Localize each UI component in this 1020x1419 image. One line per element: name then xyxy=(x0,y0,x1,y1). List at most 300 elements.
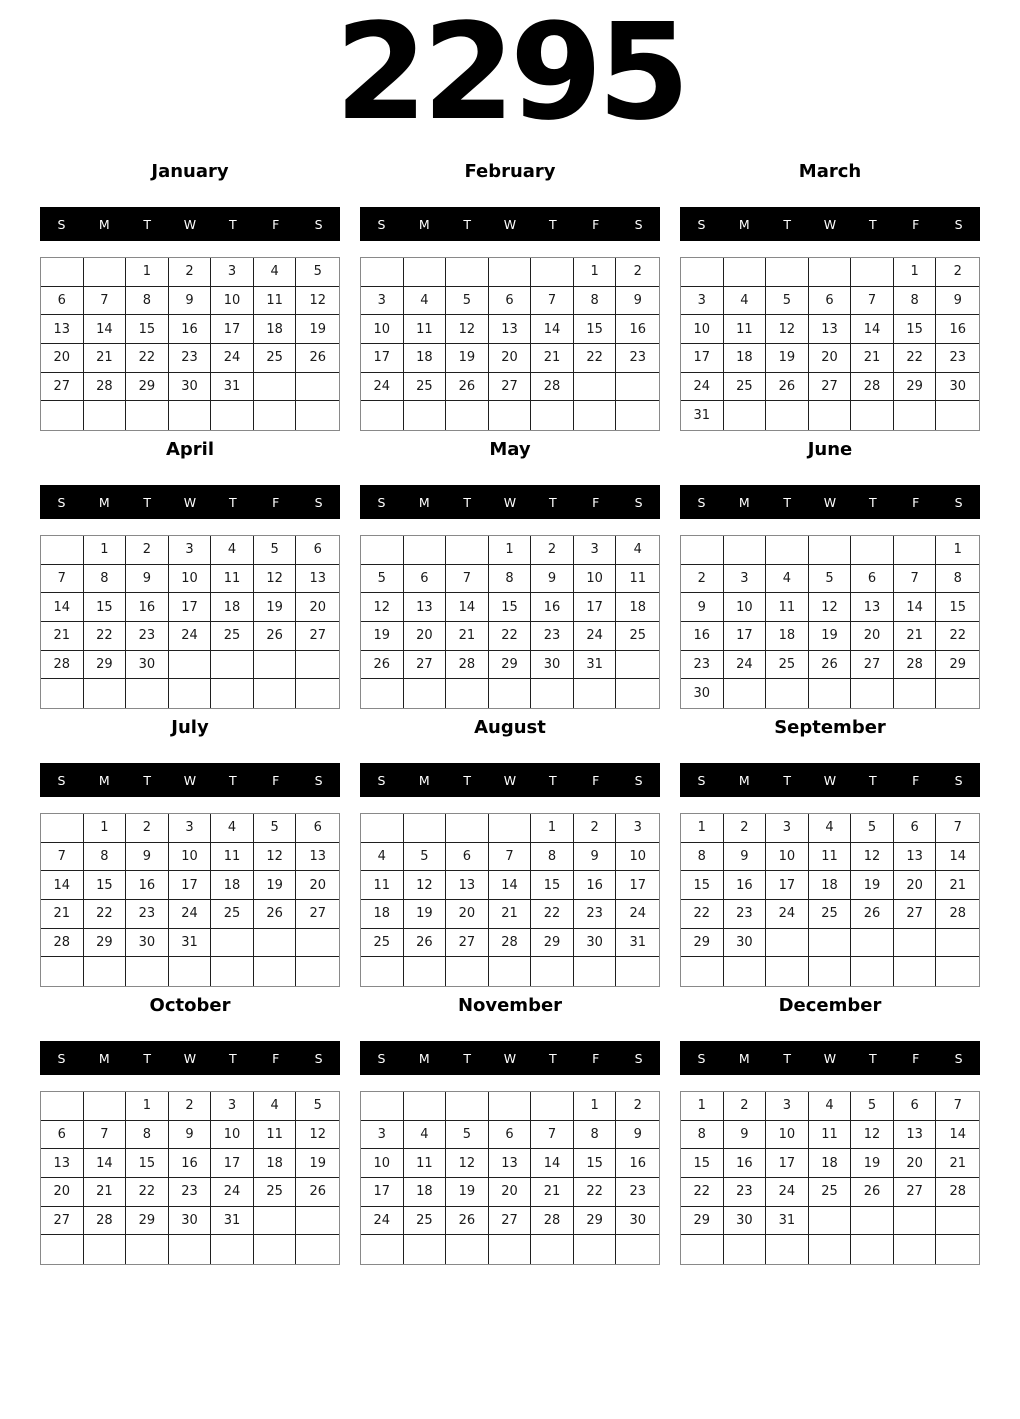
day-cell: 3 xyxy=(361,287,404,316)
weekday-label: M xyxy=(738,494,750,510)
weekday-label: T xyxy=(869,1050,877,1066)
empty-day-cell xyxy=(84,957,127,986)
day-cell: 20 xyxy=(296,871,339,900)
day-cell: 15 xyxy=(489,593,532,622)
weekday-label: F xyxy=(912,1050,920,1066)
weekday-label: W xyxy=(183,1050,197,1066)
weekday-label: T xyxy=(783,1050,791,1066)
day-cell: 11 xyxy=(211,565,254,594)
day-cell: 29 xyxy=(531,929,574,958)
day-cell: 30 xyxy=(169,1207,212,1236)
empty-day-cell xyxy=(296,373,339,402)
day-cell: 6 xyxy=(404,565,447,594)
day-cell: 5 xyxy=(296,1092,339,1121)
weekday-label: S xyxy=(954,772,963,788)
weekday-label: T xyxy=(549,772,557,788)
day-cell: 15 xyxy=(681,871,724,900)
day-cell: 1 xyxy=(681,814,724,843)
empty-day-cell xyxy=(894,1235,937,1264)
year-title: 2295 xyxy=(334,0,686,150)
day-cell: 10 xyxy=(681,315,724,344)
day-cell: 4 xyxy=(211,814,254,843)
weekday-header-row xyxy=(680,763,980,797)
day-cell: 21 xyxy=(936,871,979,900)
day-cell: 27 xyxy=(404,651,447,680)
weekday-label: S xyxy=(377,216,386,232)
empty-day-cell xyxy=(531,401,574,430)
day-cell: 7 xyxy=(84,287,127,316)
empty-day-cell xyxy=(169,957,212,986)
day-cell: 18 xyxy=(616,593,659,622)
day-cell: 22 xyxy=(574,344,617,373)
day-cell: 2 xyxy=(126,814,169,843)
day-cell: 27 xyxy=(894,900,937,929)
day-cell: 31 xyxy=(766,1207,809,1236)
empty-day-cell xyxy=(851,1235,894,1264)
day-cell: 5 xyxy=(851,1092,894,1121)
empty-day-cell xyxy=(211,401,254,430)
month-name: November xyxy=(457,995,563,1016)
day-cell: 4 xyxy=(254,1092,297,1121)
day-cell: 30 xyxy=(681,679,724,708)
empty-day-cell xyxy=(809,536,852,565)
day-cell: 14 xyxy=(41,871,84,900)
day-cell: 27 xyxy=(296,622,339,651)
day-cell: 23 xyxy=(616,1178,659,1207)
day-cell: 18 xyxy=(766,622,809,651)
day-cell: 18 xyxy=(254,315,297,344)
weekday-label: T xyxy=(143,772,151,788)
empty-day-cell xyxy=(404,679,447,708)
weekday-label: T xyxy=(143,494,151,510)
month-block xyxy=(360,996,660,1265)
empty-day-cell xyxy=(766,258,809,287)
day-cell: 18 xyxy=(404,1178,447,1207)
day-cell: 19 xyxy=(851,871,894,900)
day-cell: 12 xyxy=(766,315,809,344)
day-cell: 29 xyxy=(681,1207,724,1236)
day-cell: 11 xyxy=(254,1121,297,1150)
day-cell: 8 xyxy=(489,565,532,594)
day-cell: 5 xyxy=(446,1121,489,1150)
empty-day-cell xyxy=(531,1235,574,1264)
weekday-label: T xyxy=(143,1050,151,1066)
empty-day-cell xyxy=(766,929,809,958)
day-cell: 29 xyxy=(126,373,169,402)
day-cell: 10 xyxy=(361,1149,404,1178)
empty-day-cell xyxy=(851,536,894,565)
empty-day-cell xyxy=(616,679,659,708)
day-cell: 11 xyxy=(616,565,659,594)
day-cell: 9 xyxy=(724,1121,767,1150)
empty-day-cell xyxy=(41,1235,84,1264)
months-grid xyxy=(0,162,1020,1265)
day-cell: 9 xyxy=(126,565,169,594)
weekday-label: M xyxy=(738,772,750,788)
day-cell: 1 xyxy=(84,536,127,565)
empty-day-cell xyxy=(489,957,532,986)
empty-day-cell xyxy=(531,1092,574,1121)
empty-day-cell xyxy=(724,401,767,430)
day-cell: 13 xyxy=(41,1149,84,1178)
day-cell: 3 xyxy=(766,1092,809,1121)
day-cell: 14 xyxy=(84,315,127,344)
day-cell: 13 xyxy=(809,315,852,344)
empty-day-cell xyxy=(254,1207,297,1236)
empty-day-cell xyxy=(531,258,574,287)
day-cell: 2 xyxy=(126,536,169,565)
weekday-header-row xyxy=(680,1041,980,1075)
empty-day-cell xyxy=(254,1235,297,1264)
empty-day-cell xyxy=(851,1207,894,1236)
empty-day-cell xyxy=(894,536,937,565)
empty-day-cell xyxy=(211,929,254,958)
empty-day-cell xyxy=(531,679,574,708)
day-cell: 25 xyxy=(809,900,852,929)
day-cell: 16 xyxy=(724,1149,767,1178)
day-cell: 17 xyxy=(574,593,617,622)
empty-day-cell xyxy=(446,401,489,430)
empty-day-cell xyxy=(126,957,169,986)
weekday-label: T xyxy=(229,772,237,788)
weekday-label: S xyxy=(377,494,386,510)
day-cell: 24 xyxy=(169,900,212,929)
empty-day-cell xyxy=(531,957,574,986)
day-cell: 5 xyxy=(766,287,809,316)
empty-day-cell xyxy=(404,401,447,430)
weekday-label: S xyxy=(697,494,706,510)
day-cell: 22 xyxy=(681,900,724,929)
month-name: July xyxy=(171,717,209,738)
weekday-label: T xyxy=(869,216,877,232)
day-cell: 7 xyxy=(41,843,84,872)
day-cell: 14 xyxy=(531,315,574,344)
empty-day-cell xyxy=(296,401,339,430)
day-cell: 25 xyxy=(404,373,447,402)
day-cell: 28 xyxy=(851,373,894,402)
day-cell: 3 xyxy=(574,536,617,565)
day-cell: 23 xyxy=(724,900,767,929)
day-cell: 4 xyxy=(254,258,297,287)
month-name: December xyxy=(778,995,882,1016)
day-cell: 14 xyxy=(936,1121,979,1150)
day-cell: 17 xyxy=(169,593,212,622)
weekday-label: M xyxy=(98,216,110,232)
day-cell: 9 xyxy=(126,843,169,872)
month-name: October xyxy=(149,995,231,1016)
day-cell: 20 xyxy=(851,622,894,651)
weekday-label: T xyxy=(229,494,237,510)
day-cell: 11 xyxy=(809,843,852,872)
weekday-label: S xyxy=(314,772,323,788)
weekday-header-row xyxy=(40,763,340,797)
day-cell: 23 xyxy=(531,622,574,651)
weekday-label: T xyxy=(229,216,237,232)
day-cell: 13 xyxy=(851,593,894,622)
day-cell: 10 xyxy=(169,565,212,594)
day-cell: 1 xyxy=(489,536,532,565)
weekday-label: F xyxy=(912,216,920,232)
day-cell: 23 xyxy=(724,1178,767,1207)
day-cell: 22 xyxy=(574,1178,617,1207)
day-cell: 10 xyxy=(574,565,617,594)
day-cell: 11 xyxy=(211,843,254,872)
empty-day-cell xyxy=(404,957,447,986)
day-cell: 18 xyxy=(254,1149,297,1178)
day-cell: 29 xyxy=(126,1207,169,1236)
empty-day-cell xyxy=(936,1235,979,1264)
month-block xyxy=(40,440,340,709)
day-cell: 20 xyxy=(894,871,937,900)
empty-day-cell xyxy=(681,258,724,287)
weekday-label: S xyxy=(954,1050,963,1066)
day-cell: 10 xyxy=(169,843,212,872)
empty-day-cell xyxy=(84,1092,127,1121)
day-cell: 2 xyxy=(936,258,979,287)
empty-day-cell xyxy=(681,957,724,986)
empty-day-cell xyxy=(809,957,852,986)
day-cell: 1 xyxy=(126,1092,169,1121)
day-cell: 10 xyxy=(766,1121,809,1150)
day-cell: 12 xyxy=(446,315,489,344)
day-cell: 25 xyxy=(404,1207,447,1236)
day-cell: 11 xyxy=(766,593,809,622)
day-cell: 2 xyxy=(616,258,659,287)
empty-day-cell xyxy=(681,536,724,565)
empty-day-cell xyxy=(211,957,254,986)
day-cell: 16 xyxy=(574,871,617,900)
day-cell: 7 xyxy=(531,1121,574,1150)
empty-day-cell xyxy=(126,401,169,430)
weekday-label: M xyxy=(98,772,110,788)
weekday-label: W xyxy=(503,494,517,510)
day-cell: 10 xyxy=(361,315,404,344)
day-cell: 17 xyxy=(766,871,809,900)
day-cell: 17 xyxy=(211,315,254,344)
day-cell: 4 xyxy=(616,536,659,565)
weekday-label: F xyxy=(592,772,600,788)
day-cell: 21 xyxy=(41,900,84,929)
weekday-label: S xyxy=(57,216,66,232)
day-cell: 19 xyxy=(254,871,297,900)
day-cell: 29 xyxy=(574,1207,617,1236)
weekday-header-row xyxy=(680,207,980,241)
day-cell: 17 xyxy=(361,344,404,373)
weekday-label: M xyxy=(418,216,430,232)
day-cell: 28 xyxy=(41,929,84,958)
day-cell: 3 xyxy=(169,536,212,565)
empty-day-cell xyxy=(851,957,894,986)
day-cell: 12 xyxy=(254,565,297,594)
month-day-grid xyxy=(360,1091,660,1265)
weekday-label: F xyxy=(272,772,280,788)
day-cell: 21 xyxy=(851,344,894,373)
day-cell: 3 xyxy=(211,258,254,287)
weekday-label: W xyxy=(183,494,197,510)
empty-day-cell xyxy=(724,957,767,986)
empty-day-cell xyxy=(361,1235,404,1264)
day-cell: 2 xyxy=(169,1092,212,1121)
day-cell: 20 xyxy=(41,1178,84,1207)
day-cell: 4 xyxy=(809,814,852,843)
day-cell: 2 xyxy=(616,1092,659,1121)
weekday-label: T xyxy=(463,494,471,510)
day-cell: 15 xyxy=(84,871,127,900)
day-cell: 17 xyxy=(211,1149,254,1178)
day-cell: 29 xyxy=(894,373,937,402)
day-cell: 31 xyxy=(616,929,659,958)
day-cell: 20 xyxy=(809,344,852,373)
day-cell: 6 xyxy=(41,287,84,316)
empty-day-cell xyxy=(936,957,979,986)
day-cell: 20 xyxy=(296,593,339,622)
day-cell: 2 xyxy=(531,536,574,565)
empty-day-cell xyxy=(766,679,809,708)
weekday-label: S xyxy=(634,494,643,510)
weekday-label: S xyxy=(314,216,323,232)
day-cell: 22 xyxy=(84,622,127,651)
day-cell: 16 xyxy=(169,315,212,344)
day-cell: 1 xyxy=(531,814,574,843)
weekday-label: S xyxy=(634,1050,643,1066)
weekday-header-row xyxy=(360,207,660,241)
day-cell: 30 xyxy=(936,373,979,402)
day-cell: 28 xyxy=(41,651,84,680)
day-cell: 4 xyxy=(724,287,767,316)
day-cell: 7 xyxy=(894,565,937,594)
empty-day-cell xyxy=(296,651,339,680)
day-cell: 19 xyxy=(809,622,852,651)
day-cell: 27 xyxy=(489,373,532,402)
empty-day-cell xyxy=(574,401,617,430)
empty-day-cell xyxy=(41,401,84,430)
empty-day-cell xyxy=(851,401,894,430)
day-cell: 29 xyxy=(84,929,127,958)
empty-day-cell xyxy=(681,1235,724,1264)
day-cell: 18 xyxy=(361,900,404,929)
weekday-label: S xyxy=(697,216,706,232)
empty-day-cell xyxy=(361,814,404,843)
day-cell: 11 xyxy=(809,1121,852,1150)
day-cell: 11 xyxy=(254,287,297,316)
day-cell: 15 xyxy=(574,315,617,344)
month-name: February xyxy=(464,161,556,182)
day-cell: 6 xyxy=(296,814,339,843)
day-cell: 26 xyxy=(851,900,894,929)
month-name: June xyxy=(807,439,853,460)
day-cell: 8 xyxy=(936,565,979,594)
day-cell: 22 xyxy=(126,1178,169,1207)
empty-day-cell xyxy=(41,258,84,287)
day-cell: 28 xyxy=(936,900,979,929)
day-cell: 4 xyxy=(404,1121,447,1150)
day-cell: 7 xyxy=(489,843,532,872)
day-cell: 12 xyxy=(404,871,447,900)
day-cell: 29 xyxy=(489,651,532,680)
empty-day-cell xyxy=(404,814,447,843)
day-cell: 16 xyxy=(126,871,169,900)
empty-day-cell xyxy=(936,401,979,430)
day-cell: 26 xyxy=(404,929,447,958)
day-cell: 21 xyxy=(531,1178,574,1207)
day-cell: 17 xyxy=(681,344,724,373)
day-cell: 4 xyxy=(211,536,254,565)
day-cell: 20 xyxy=(489,1178,532,1207)
day-cell: 24 xyxy=(211,344,254,373)
empty-day-cell xyxy=(254,373,297,402)
day-cell: 14 xyxy=(84,1149,127,1178)
day-cell: 4 xyxy=(404,287,447,316)
weekday-label: M xyxy=(98,494,110,510)
day-cell: 19 xyxy=(296,1149,339,1178)
day-cell: 13 xyxy=(296,843,339,872)
day-cell: 8 xyxy=(894,287,937,316)
empty-day-cell xyxy=(41,814,84,843)
empty-day-cell xyxy=(296,929,339,958)
weekday-label: T xyxy=(869,772,877,788)
month-day-grid xyxy=(360,813,660,987)
day-cell: 1 xyxy=(936,536,979,565)
day-cell: 16 xyxy=(681,622,724,651)
day-cell: 14 xyxy=(531,1149,574,1178)
day-cell: 8 xyxy=(574,1121,617,1150)
day-cell: 13 xyxy=(489,315,532,344)
weekday-label: M xyxy=(738,1050,750,1066)
weekday-label: F xyxy=(272,1050,280,1066)
day-cell: 13 xyxy=(404,593,447,622)
day-cell: 15 xyxy=(681,1149,724,1178)
day-cell: 23 xyxy=(574,900,617,929)
empty-day-cell xyxy=(446,814,489,843)
day-cell: 10 xyxy=(724,593,767,622)
day-cell: 11 xyxy=(404,315,447,344)
weekday-label: S xyxy=(634,772,643,788)
day-cell: 21 xyxy=(84,1178,127,1207)
weekday-header-row xyxy=(360,485,660,519)
day-cell: 23 xyxy=(616,344,659,373)
empty-day-cell xyxy=(724,258,767,287)
day-cell: 26 xyxy=(254,622,297,651)
empty-day-cell xyxy=(126,1235,169,1264)
day-cell: 19 xyxy=(254,593,297,622)
day-cell: 25 xyxy=(361,929,404,958)
day-cell: 18 xyxy=(404,344,447,373)
day-cell: 27 xyxy=(446,929,489,958)
weekday-label: S xyxy=(697,772,706,788)
weekday-label: S xyxy=(57,494,66,510)
day-cell: 28 xyxy=(531,373,574,402)
day-cell: 19 xyxy=(851,1149,894,1178)
month-day-grid xyxy=(680,535,980,709)
empty-day-cell xyxy=(809,258,852,287)
day-cell: 21 xyxy=(936,1149,979,1178)
month-day-grid xyxy=(680,813,980,987)
day-cell: 30 xyxy=(169,373,212,402)
day-cell: 27 xyxy=(296,900,339,929)
weekday-label: T xyxy=(783,494,791,510)
day-cell: 26 xyxy=(766,373,809,402)
month-day-grid xyxy=(360,257,660,431)
day-cell: 2 xyxy=(169,258,212,287)
empty-day-cell xyxy=(404,1235,447,1264)
day-cell: 11 xyxy=(724,315,767,344)
day-cell: 24 xyxy=(574,622,617,651)
day-cell: 8 xyxy=(84,843,127,872)
day-cell: 21 xyxy=(894,622,937,651)
day-cell: 23 xyxy=(169,1178,212,1207)
day-cell: 7 xyxy=(851,287,894,316)
day-cell: 5 xyxy=(446,287,489,316)
